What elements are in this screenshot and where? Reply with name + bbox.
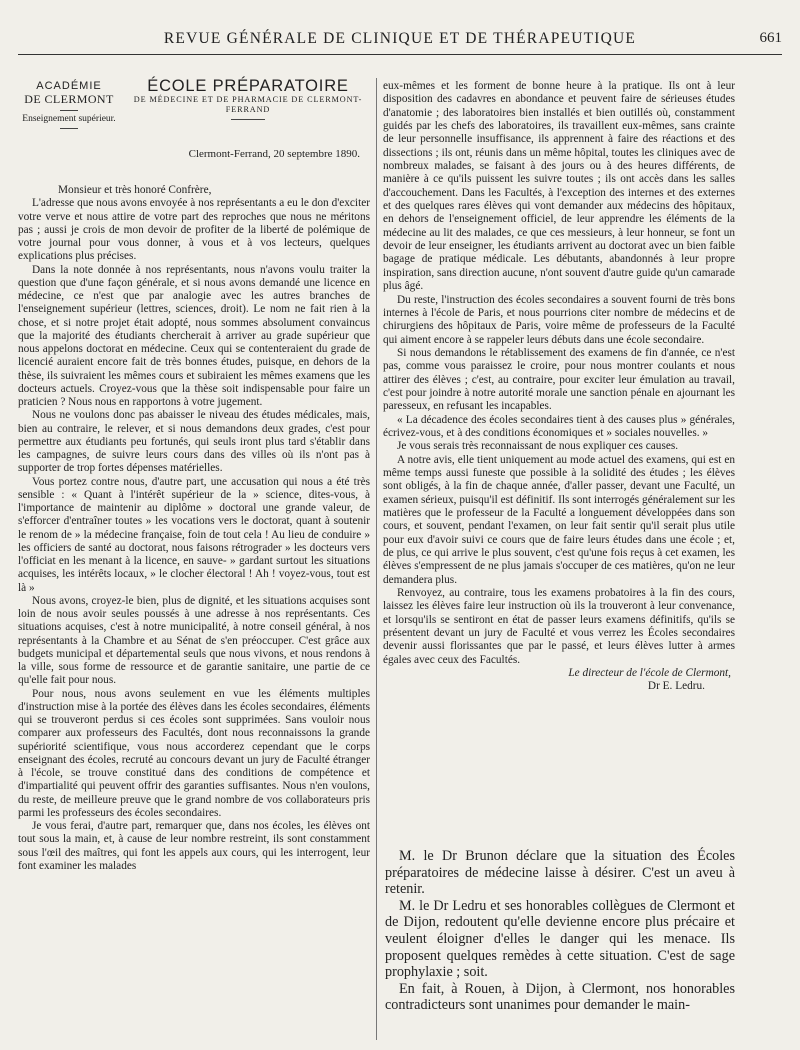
academie-line2: DE CLERMONT — [24, 92, 114, 107]
signature-title: Le directeur de l'école de Clermont, — [568, 667, 731, 680]
paragraph: eux-mêmes et les forment de bonne heure à la pratique. Ils ont à leur disposition des cadavres en abondance et peuvent faire de sérieuses études d'anatomie ; des laboratoires bien installés et bien outillés où, constamment guidés par les chefs des laboratoires, ils travaillent eux-mêmes, sans crainte de leur personnelle insuffisance, ils apprennent à faire des réactions et des dissections ; ils ont, réunis dans un même hôpital, toutes les cliniques avec de nombreux malades, se faisant à des jours ou à des heures différents, de manière à ce qu'ils puissent les suivre toutes ; ils ont accès dans les salles d'accouchement. Dans les Facultés, à l'exception des internes et des externes et des quelques rares élèves qui vont demander aux médecins des hôpitaux, en dehors de l'enseignement officiel, de leur apprendre les éléments de la médecine au lit des malades, ce que ces messieurs, à leur honneur, se font un devoir de leur enseigner, les étudiants arrivent au doctorat avec un bien faible bagage de pratique médicale. Les débutants, abandonnés à leur propre inspiration, sans direction aucune, n'ont souvent d'autre guide qu'un camarade plus âgé. — [383, 80, 735, 293]
dash-divider — [60, 110, 78, 111]
paragraph: Je vous serais très reconnaissant de nous expliquer ces causes. — [397, 440, 679, 453]
school-subtitle: DE MÉDECINE ET DE PHARMACIE DE CLERMONT-FERRAND — [133, 95, 363, 115]
salutation: Monsieur et très honoré Confrère, — [58, 184, 212, 196]
quote-paragraph: « La décadence des écoles secondaires tient à des causes plus » générales, écrivez-vous, et à des conditions économiques et » sociales nouvelles. » — [383, 413, 735, 439]
discussion-paragraph: M. le Dr Brunon déclare que la situation des Écoles préparatoires de médecine laisse à désirer. C'est un aveu à retenir. — [385, 848, 735, 898]
paragraph: L'adresse que nous avons envoyée à nos représentants a eu le don d'exciter votre verve et nous attire de votre part des reproches que nous ne méritons pas ; aussi je crois de mon devoir de profiter de la liberté de polémique de votre journal pour vous donner, à vous et à vos lecteurs, quelques explications plus précises. — [18, 197, 370, 263]
school-block — [126, 77, 370, 124]
page-number: 661 — [759, 30, 782, 46]
paragraph: Renvoyez, au contraire, tous les examens probatoires à la fin des cours, laissez les élèves faire leur instruction où ils la trouveront à leur convenance, et lorsqu'ils se sentiront en état de passer leurs examens définitifs, qu'ils se présentent devant un jury de Faculté et vous verrez les Écoles secondaires devenir aussi florissantes que par le passé, et leurs élèves lutter à armes égales avec ceux des Facultés. — [383, 587, 735, 666]
right-column — [383, 80, 735, 694]
paragraph: Si nous demandons le rétablissement des examens de fin d'année, ce n'est pas, comme vous paraissez le croire, pour nous montrer coulants et nous attirer des élèves ; c'est, au contraire, pour exciter leur émulation au travail, c'est pour joindre à notre autorité morale une sanction pénale en ajournant les paresseux, en refusant les incapables. — [383, 346, 735, 413]
paragraph: Je vous ferai, d'autre part, remarquer que, dans nos écoles, les élèves ont tout sous la main, et, à cause de leur nombre restreint, ils sont constamment sous l'œil des maîtres, qui font les appels aux cours, qui les interrogent, leur font examiner les malades — [18, 820, 370, 872]
discussion-paragraph: M. le Dr Ledru et ses honorables collègues de Clermont et de Dijon, redoutent qu'elle devienne encore plus précaire et veulent éloigner d'elles le danger qui les menace. Ils proposent quelques remèdes à cette situation. C'est de sage prophylaxie ; soit. — [385, 897, 735, 981]
column-divider — [376, 78, 377, 1040]
school-title: ÉCOLE PRÉPARATOIRE — [147, 77, 349, 95]
left-column — [18, 77, 370, 873]
paragraph: Du reste, l'instruction des écoles secondaires a souvent fourni de très bons internes à l'école de Paris, et nous pourrions citer nombre de médecins et de chirurgiens des hôpitaux de Paris, voire même de professeurs de la Faculté qui aiment encore à se rappeler leurs débuts dans une école secondaire. — [383, 293, 735, 346]
paragraph: Pour nous, nous avons seulement en vue les éléments multiples d'instruction mise à la portée des élèves dans les écoles secondaires, éléments qui se trouveront perdus si ces écoles sont supprimées. Sans vouloir nous comparer aux professeurs des Facultés, dont nous reconnaissons la grande supériorité scientifique, vous nous accorderez cependant que le corps enseignant des écoles, recruté au concours devant un jury de Faculté étranger à l'école, se trouve constitué dans des conditions de compétence et d'impartialité qui peuvent offrir des garanties suffisantes. Nous n'en voulons, du reste, de meilleure preuve que le grand nombre de vos collaborateurs pris parmi les professeurs des écoles secondaires. — [18, 687, 370, 819]
dash-divider — [60, 128, 78, 129]
paragraph: A notre avis, elle tient uniquement au mode actuel des examens, qui est en même temps aussi funeste que possible à la solidité des études ; les élèves sont obligés, à la fin de chaque année, d'aller passer, devant une Faculté, un examen sérieux, puisqu'il est définitif. Ils sont interrogés généralement sur les matières que le professeur de la Faculté a longuement développées dans son cours, et souvent, pendant l'examen, on leur fait sentir qu'il serait plus utile pour eux d'avoir suivi ce cours que de faire leurs études dans une école ; et, de plus, ce qui arrive le plus souvent, c'est qu'une fois reçus à cet examen, les élèves s'empressent de ne plus jamais s'occuper de ces matières, qu'on ne leur demandera plus. — [383, 453, 735, 586]
discussion-paragraph: En fait, à Rouen, à Dijon, à Clermont, nos honorables contradicteurs sont unanimes pour demander le main- — [385, 980, 735, 1014]
dash-divider — [231, 119, 265, 120]
letter-date: Clermont-Ferrand, 20 septembre 1890. — [188, 148, 360, 160]
paragraph: Nous ne voulons donc pas abaisser le niveau des études médicales, mais, bien au contraire, le relever, et si nous demandons deux grades, c'est pour permettre aux étudiants peu fortunés, qui seuls iront plus tard s'établir dans les campagnes, de suivre leurs cours dans des villes où ils n'ont pas à supporter de trop fortes dépenses matérielles. — [18, 409, 370, 475]
paragraph: Nous avons, croyez-le bien, plus de dignité, et les situations acquises sont loin de nous avoir seules poussés à une adresse à nos représentants. Ces situations acquises, c'est à notre municipalité, à notre conseil général, à nos représentants à la Chambre et au Sénat de s'en préoccuper. C'est grâce aux budgets municipal et départemental seuls que nous vivons, et nous rendons à la ville, sous forme de ressource et de garantie sanitaire, une partie de ce qu'elle fait pour nous. — [18, 594, 370, 687]
discussion-block — [385, 848, 735, 1014]
running-title: REVUE GÉNÉRALE DE CLINIQUE ET DE THÉRAPEUTIQUE — [163, 30, 637, 47]
academie-block — [18, 80, 120, 132]
paragraph: Vous portez contre nous, d'autre part, une accusation qui nous a été très sensible : « Quant à l'intérêt supérieur de la » science, dites-vous, à l'importance de maintenir au diplôme » doctoral une grande valeur, de s'efforcer d'entraîner toutes » les vocations vers le doctorat, quant à soutenir le renom de » la médecine française, foin de tout cela ! Au lieu de conduire » les officiers de santé au doctorat, nous faisons rétrograder » les docteurs vers l'officiat en les menant à la licence, en sauve- » gardant surtout les situations acquises, les intérêts locaux, » le clocher électoral ! Ah ! voyez-vous, tout est là » — [18, 475, 370, 594]
running-head — [18, 26, 782, 55]
letterhead — [18, 77, 370, 180]
academie-line1: ACADÉMIE — [36, 80, 102, 92]
signature-name: Dr E. Ledru. — [647, 680, 705, 693]
paragraph: Dans la note donnée à nos représentants, nous n'avons voulu traiter la question que d'une façon générale, et si nous avons demandé une licence en médecine, ce n'est que par analogie avec les autres branches de l'enseignement supérieur (lettres, sciences, droit). Le nom ne fait rien à la chose, et si notre projet était adopté, nous sommes absolument convaincus que la majorité des étudiants chercherait à arriver au grade supérieur que nous appelons doctorat en médecine. Ceux qui se contenteraient du grade de licencié auraient encore fait de très bonnes études, puisque, en dehors de la thèse, ils suivraient les mêmes cours et subiraient les mêmes examens que les docteurs actuels. Croyez-vous que la thèse soit indispensable pour faire un praticien ? Nous nous en rapportons à votre jugement. — [18, 263, 370, 408]
enseignement-label: Enseignement supérieur. — [22, 113, 116, 124]
